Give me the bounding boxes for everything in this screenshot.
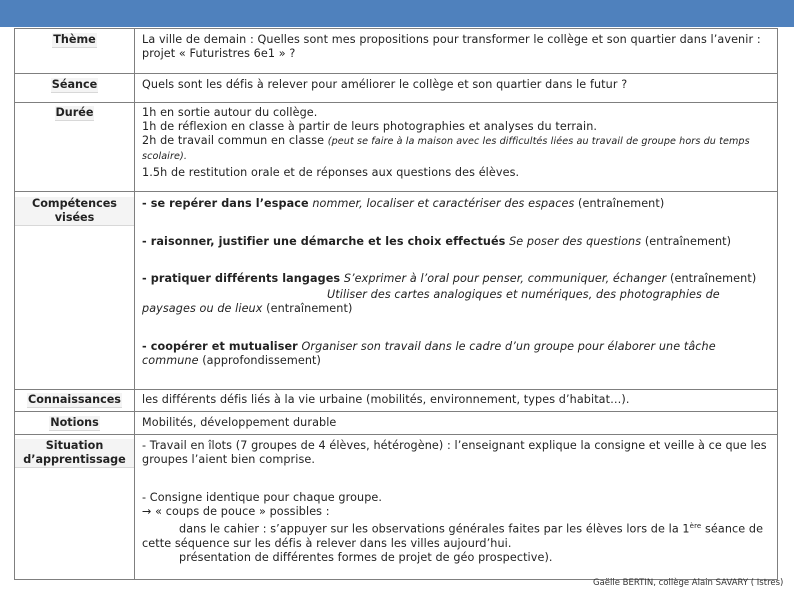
table-row-connaissances (15, 390, 778, 412)
table-row-competences (15, 192, 778, 390)
competence-level: (entraînement) (578, 197, 665, 210)
arrow-right-icon: → (142, 505, 156, 518)
notions-label: Notions (50, 416, 99, 429)
connaissances-label: Connaissances (28, 393, 121, 406)
competence-level: (entraînement) (670, 272, 757, 285)
competence-item (142, 235, 769, 249)
competence-desc: S’exprimer à l’oral pour penser, communiquer, échanger (343, 272, 667, 285)
top-color-bar (0, 0, 794, 27)
table-row-duree (15, 103, 778, 192)
duree-label: Durée (55, 106, 94, 119)
competences-value (135, 192, 778, 390)
table-row-theme (15, 29, 778, 74)
situation-value (135, 435, 778, 580)
situation-paragraph-3: « coups de pouce » possibles : (155, 505, 330, 518)
competence-desc-2: Utiliser des cartes analogiques et numériques, des photographies de paysages ou de lieux (142, 288, 720, 315)
situation-label: Situation d’apprentissage (15, 439, 134, 468)
table-row-notions (15, 412, 778, 435)
competences-label: Compétences visées (15, 197, 134, 226)
competence-level-2: (entraînement) (266, 302, 353, 315)
competence-item (142, 272, 769, 316)
situation-paragraph-4: dans le cahier : s’appuyer sur les observations générales faites par les élèves lors de la 1ère séance de cette séquence sur les défis à relever dans les villes aujourd’hui. (142, 522, 764, 550)
competence-title: - pratiquer différents langages (142, 272, 341, 285)
connaissances-value: les différents défis liés à la vie urbaine (mobilités, environnement, types d’habitat…). (135, 390, 778, 412)
situation-paragraph-2: - Consigne identique pour chaque groupe. (142, 491, 383, 504)
competence-title: - raisonner, justifier une démarche et les choix effectués (142, 235, 506, 248)
competence-level: (approfondissement) (202, 354, 321, 367)
table-row-situation (15, 435, 778, 580)
duree-value (135, 103, 778, 192)
duree-line-4: 1.5h de restitution orale et de réponses aux questions des élèves. (142, 166, 520, 179)
competence-item (142, 340, 769, 368)
table-row-seance (15, 74, 778, 103)
competence-level: (entraînement) (644, 235, 732, 248)
lesson-plan-table (14, 28, 778, 580)
duree-line-3-note: (peut se faire à la maison avec les difficultés liées au travail de groupe hors du temps scolaire). (142, 136, 750, 162)
situation-paragraph-1: - Travail en îlots (7 groupes de 4 élèves, hétérogène) : l’enseignant explique la consigne et veille à ce que les groupes l’aient bien comprise. (142, 439, 767, 466)
competence-title: - se repérer dans l’espace (142, 197, 309, 210)
duree-line-3: 2h de travail commun en classe (142, 134, 325, 147)
competence-title: - coopérer et mutualiser (142, 340, 298, 353)
seance-value: Quels sont les défis à relever pour améliorer le collège et son quartier dans le futur ? (135, 74, 778, 103)
footer-credit: Gaëlle BERTIN, collège Alain SAVARY ( Istres) (593, 578, 784, 588)
competence-desc: Se poser des questions (509, 235, 642, 248)
duree-line-2: 1h de réflexion en classe à partir de leurs photographies et analyses du terrain. (142, 120, 598, 133)
seance-label: Séance (51, 78, 98, 91)
theme-value: La ville de demain : Quelles sont mes propositions pour transformer le collège et son quartier dans l’avenir : projet « Futuristres 6e1 » ? (135, 29, 778, 74)
theme-label: Thème (53, 33, 96, 46)
competence-desc: Organiser son travail dans le cadre d’un groupe pour élaborer une tâche commune (142, 340, 716, 367)
situation-paragraph-5: présentation de différentes formes de projet de géo prospective). (179, 550, 553, 564)
competence-desc: nommer, localiser et caractériser des espaces (312, 197, 575, 210)
duree-line-1: 1h en sortie autour du collège. (142, 106, 318, 119)
competence-item (142, 197, 769, 211)
notions-value: Mobilités, développement durable (135, 412, 778, 435)
